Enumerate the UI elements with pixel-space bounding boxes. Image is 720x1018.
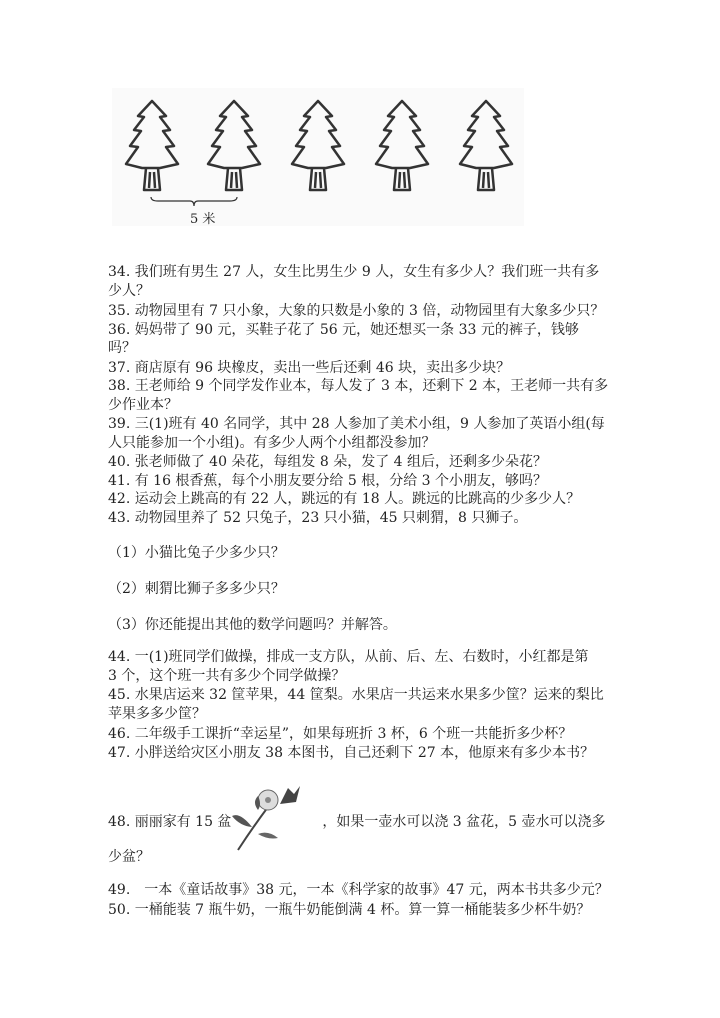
flower-image [228, 782, 308, 852]
question-44-line: 44. 一(1)班同学们做操，排成一支方队，从前、后、左、右数时，小红都是第 [108, 649, 589, 665]
sub-question-2: （2）刺猬比狮子多多少只？ [108, 581, 285, 597]
question-45-line: 苹果多多少筐？ [108, 706, 206, 722]
question-49: 49. 一本《童话故事》38 元，一本《科学家的故事》47 元，两本书共多少元？ [108, 882, 609, 898]
question-36-line: 吗？ [108, 340, 136, 356]
question-44-line: 3 个，这个班一共有多少个同学做操？ [108, 668, 346, 684]
question-36-line: 36. 妈妈带了 90 元，买鞋子花了 56 元，她还想买一条 33 元的裤子，钱够 [108, 322, 579, 338]
tree-icon [122, 98, 182, 193]
tree-icon [456, 98, 516, 193]
question-42-line: 42. 运动会上跳高的有 22 人，跳远的有 18 人。跳远的比跳高的少多少人？ [108, 491, 581, 507]
question-48-line2: 少盆？ [108, 849, 150, 865]
question-46-line: 46. 二年级手工课折“幸运星”，如果每班折 3 杯，6 个班一共能折多少杯？ [108, 726, 573, 742]
question-35-line: 35. 动物园里有 7 只小象，大象的只数是小象的 3 倍，动物园里有大象多少只？ [108, 303, 605, 319]
question-47-line: 47. 小胖送给灾区小朋友 38 本图书，自己还剩下 27 本，他原来有多少本书？ [108, 745, 595, 761]
question-43-line: 43. 动物园里养了 52 只兔子，23 只小猫，45 只刺猬，8 只狮子。 [108, 510, 528, 526]
question-48-text: 48. 丽丽家有 15 盆 [108, 814, 232, 830]
sub-question-1: （1）小猫比兔子少多少只？ [108, 545, 285, 561]
question-34-line: 少人？ [108, 283, 150, 299]
question-39-line: 39. 三(1)班有 40 名同学，其中 28 人参加了美术小组，9 人参加了英语小组(每 [108, 416, 605, 432]
question-41-line: 41. 有 16 根香蕉，每个小朋友要分给 5 根，分给 3 个小朋友，够吗？ [108, 473, 548, 489]
question-45-line: 45. 水果店运来 32 筐苹果，44 筐梨。水果店一共运来水果多少筐？运来的梨比 [108, 687, 604, 703]
question-50: 50. 一桶能装 7 瓶牛奶，一瓶牛奶能倒满 4 杯。算一算一桶能装多少杯牛奶？ [108, 902, 591, 918]
tree-icon [288, 98, 348, 193]
question-48-text-cont: ，如果一壶水可以浇 3 盆花，5 壶水可以浇多 [322, 814, 606, 830]
question-40-line: 40. 张老师做了 40 朵花，每组发 8 朵，发了 4 组后，还剩多少朵花？ [108, 454, 548, 470]
question-48 [108, 813, 606, 831]
sub-question-3: （3）你还能提出其他的数学问题吗？并解答。 [108, 617, 397, 633]
question-38-line: 38. 王老师给 9 个同学发作业本，每人发了 3 本，还剩下 2 本，王老师一共有多 [108, 378, 609, 394]
tree-icon [204, 98, 264, 193]
question-39-line: 人只能参加一个小组)。有多少人两个小组都没参加？ [108, 435, 436, 451]
distance-label: 5 米 [190, 212, 216, 227]
question-38-line: 少作业本？ [108, 397, 178, 413]
question-34-line: 34. 我们班有男生 27 人，女生比男生少 9 人，女生有多少人？我们班一共有多 [108, 264, 600, 280]
tree-icon [372, 98, 432, 193]
trees-figure [112, 88, 524, 226]
question-37-line: 37. 商店原有 96 块橡皮，卖出一些后还剩 46 块，卖出多少块？ [108, 360, 511, 376]
brace-icon [150, 196, 238, 208]
